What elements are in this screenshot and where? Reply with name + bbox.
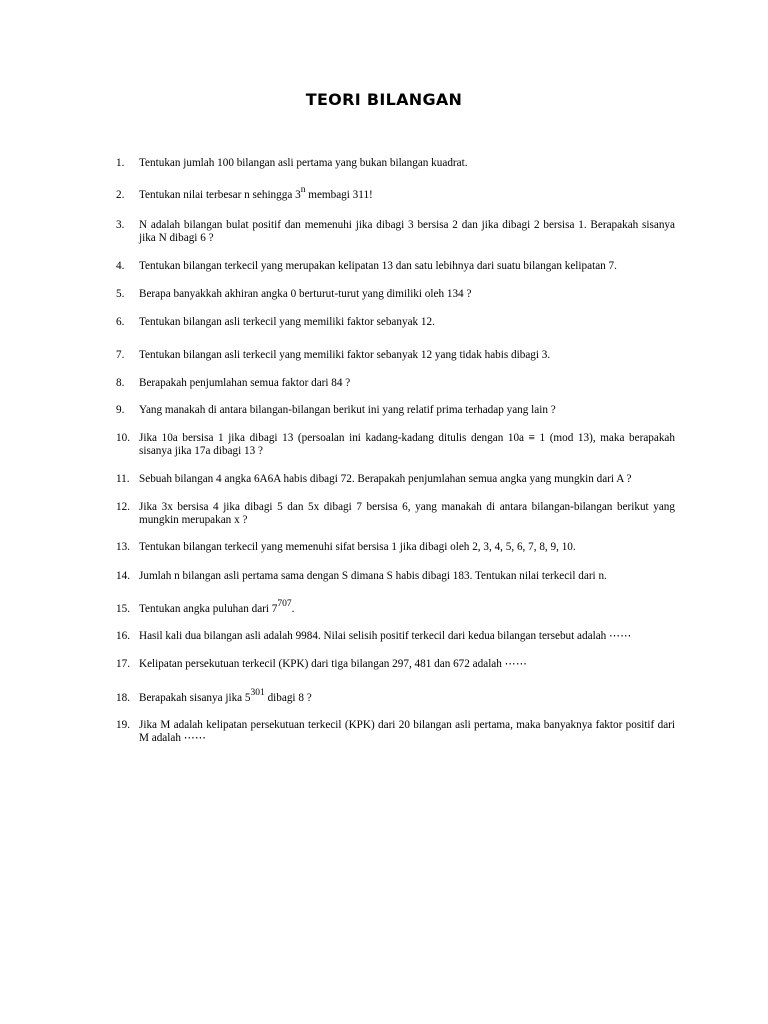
question-number: 16. [116,630,130,642]
question-number: 8. [116,377,125,389]
question-text [139,219,675,245]
question-text [139,630,675,643]
question-text [139,404,675,417]
question-text [139,541,675,554]
question-text-part: Sebuah bilangan 4 angka 6A6A habis dibagi 72. Berapakah penjumlahan semua angka yang mungkin dari A ? [139,473,632,485]
question-number: 1. [116,157,125,169]
question-number: 12. [116,501,130,513]
question-text-part: Jika M adalah kelipatan persekutuan terkecil (KPK) dari 20 bilangan asli pertama, maka banyaknya faktor positif dari M adalah ⋯⋯ [139,719,675,744]
question-text [139,719,675,745]
question-text-part: Kelipatan persekutuan terkecil (KPK) dari tiga bilangan 297, 481 dan 672 adalah ⋯⋯ [139,658,528,670]
question-number: 6. [116,316,125,328]
question-text [139,599,675,616]
question-text-part: Tentukan bilangan terkecil yang merupakan kelipatan 13 dan satu lebihnya dari suatu bilangan kelipatan 7. [139,260,617,272]
question-number: 14. [116,570,130,582]
question-text [139,570,675,583]
question-text-part: Jumlah n bilangan asli pertama sama dengan S dimana S habis dibagi 183. Tentukan nilai terkecil dari n. [139,570,607,582]
question-text [139,316,675,329]
question-text [139,377,675,390]
question-text-part: Tentukan bilangan asli terkecil yang memiliki faktor sebanyak 12 yang tidak habis dibagi 3. [139,349,551,361]
question-text-part: Tentukan bilangan asli terkecil yang memiliki faktor sebanyak 12. [139,316,435,328]
question-text-part: Berapakah sisanya jika 5 [139,692,251,704]
question-number: 9. [116,404,125,416]
question-text [139,473,675,486]
question-text-part: membagi 311! [305,189,373,201]
question-number: 17. [116,658,130,670]
question-number: 2. [116,189,125,201]
question-text [139,157,675,170]
superscript: 707 [277,599,292,610]
question-number: 7. [116,349,125,361]
question-number: 4. [116,260,125,272]
question-number: 5. [116,288,125,300]
question-text-part: Berapakah penjumlahan semua faktor dari 84 ? [139,377,351,389]
question-number: 15. [116,603,130,615]
question-text-part: Jika 10a bersisa 1 jika dibagi 13 (persoalan ini kadang-kadang ditulis dengan 10a ≡ 1 (mod 13), maka berapakah sisanya jika 17a dibagi 13 ? [139,432,675,457]
question-text [139,688,675,705]
question-text-part: N adalah bilangan bulat positif dan memenuhi jika dibagi 3 bersisa 2 dan jika dibagi 2 bersisa 1. Berapakah sisanya jika N dibagi 6 ? [139,219,675,244]
question-number: 3. [116,219,125,231]
question-text-part: Tentukan angka puluhan dari 7 [139,603,278,615]
question-text-part: dibagi 8 ? [264,692,312,704]
question-text-part: Tentukan bilangan terkecil yang memenuhi sifat bersisa 1 jika dibagi oleh 2, 3, 4, 5, 6, 7, 8, 9, 10. [139,541,576,553]
question-text-part: Yang manakah di antara bilangan-bilangan berikut ini yang relatif prima terhadap yang lain ? [139,404,556,416]
superscript: 301 [250,688,265,699]
question-text [139,432,675,458]
question-text-part: Jika 3x bersisa 4 jika dibagi 5 dan 5x dibagi 7 bersisa 6, yang manakah di antara bilangan-bilangan berikut yang mungkin merupakan x ? [139,501,675,526]
question-text [139,501,675,527]
question-text-part: Hasil kali dua bilangan asli adalah 9984. Nilai selisih positif terkecil dari kedua bilangan tersebut adalah ⋯⋯ [139,630,632,642]
question-text [139,288,675,301]
question-text [139,260,675,273]
superscript: n [300,185,306,196]
question-text-part: Tentukan nilai terbesar n sehingga 3 [139,189,301,201]
question-text-part: Tentukan jumlah 100 bilangan asli pertama yang bukan bilangan kuadrat. [139,157,468,169]
question-number: 11. [116,473,130,485]
question-text [139,658,675,671]
question-text-part: Berapa banyakkah akhiran angka 0 berturut-turut yang dimiliki oleh 134 ? [139,288,472,300]
question-text-part: . [291,603,295,615]
question-text [139,349,675,362]
question-number: 19. [116,719,130,731]
question-number: 18. [116,692,130,704]
question-number: 13. [116,541,130,553]
question-number: 10. [116,432,130,444]
question-text [139,185,675,202]
page-title: TEORI BILANGAN [305,90,463,109]
